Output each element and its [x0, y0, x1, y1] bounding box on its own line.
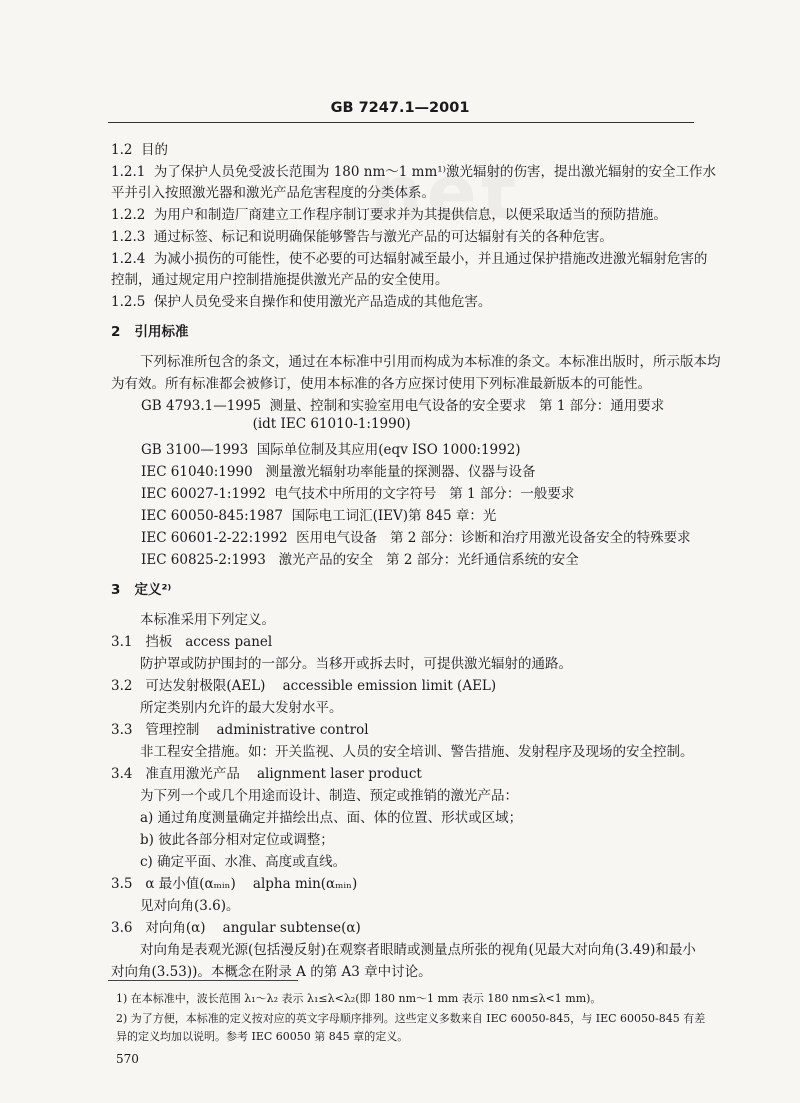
text-line-l34: 见对向角(3.6)。 [140, 898, 240, 914]
text-line-l36: 对向角是表观光源(包括漫反射)在观察者眼睛或测量点所张的视角(见最大对向角(3.49)和最小 [140, 942, 696, 958]
text-line-l26: 3.3 管理控制 administrative control [111, 722, 369, 738]
running-header: GB 7247.1—2001 [330, 100, 470, 116]
text-line-l8: 1.2.5 保护人员免受来自操作和使用激光产品造成的其他危害。 [111, 294, 492, 310]
text-line-l22: 3.1 挡板 access panel [111, 634, 273, 650]
text-line-l21: 本标准采用下列定义。 [140, 612, 275, 628]
text-line-l27: 非工程安全措施。如：开关监视、人员的安全培训、警告措施、发射程序及现场的安全控制。 [140, 744, 694, 760]
text-line-l14: GB 3100—1993 国际单位制及其应用(eqv ISO 1000:1992) [141, 442, 521, 458]
text-line-l30: a) 通过角度测量确定并描绘出点、面、体的位置、形状或区域； [140, 810, 523, 826]
text-line-l3: 平并引入按照激光器和激光产品危害程度的分类体系。 [111, 185, 435, 201]
watermark: net [370, 150, 521, 236]
text-line-l32: c) 确定平面、水准、高度或直线。 [140, 854, 347, 870]
text-line-l25: 所定类别内允许的最大发射水平。 [140, 700, 343, 716]
text-line-l19: IEC 60825-2:1993 激光产品的安全 第 2 部分：光纤通信系统的安全 [141, 552, 579, 568]
text-line-l11: 为有效。所有标准都会被修订，使用本标准的各方应探讨使用下列标准最新版本的可能性。 [111, 376, 651, 392]
text-line-l23: 防护罩或防护围封的一部分。当移开或拆去时，可提供激光辐射的通路。 [140, 656, 572, 672]
text-line-l18: IEC 60601-2-22:1992 医用电气设备 第 2 部分：诊断和治疗用激光设备安全的特殊要求 [141, 530, 691, 546]
text-line-l29: 为下列一个或几个用途而设计、制造、预定或推销的激光产品： [140, 788, 518, 804]
text-line-l1: 1.2 目的 [111, 142, 169, 158]
text-line-l16: IEC 60027-1:1992 电气技术中所用的文字符号 第 1 部分：一般要求 [141, 486, 575, 502]
footnote-f2: 2) 为了方便，本标准的定义按对应的英文字母顺序排列。这些定义多数来自 IEC 60050-845，与 IEC 60050-845 有差 [116, 1012, 706, 1025]
text-line-l10: 下列标准所包含的条文，通过在本标准中引用而构成为本标准的条文。本标准出版时，所示版本均 [140, 354, 721, 370]
header-rule [108, 122, 694, 123]
text-line-l37: 对向角(3.53))。本概念在附录 A 的第 A3 章中讨论。 [111, 964, 432, 980]
text-line-l28: 3.4 准直用激光产品 alignment laser product [111, 766, 422, 782]
text-line-l33: 3.5 α 最小值(αₘᵢₙ) alpha min(αₘᵢₙ) [111, 876, 358, 892]
text-line-l2: 1.2.1 为了保护人员免受波长范围为 180 nm～1 mm¹⁾激光辐射的伤害，提出激光辐射的安全工作水 [111, 164, 716, 180]
footnote-f1: 1) 在本标准中，波长范围 λ₁～λ₂ 表示 λ₁≤λ<λ₂(即 180 nm～1 mm 表示 180 nm≤λ<1 mm)。 [116, 992, 602, 1005]
text-line-l17: IEC 60050-845:1987 国际电工词汇(IEV)第 845 章：光 [141, 508, 497, 524]
text-line-l24: 3.2 可达发射极限(AEL) accessible emission limit (AEL) [111, 678, 497, 694]
text-line-l7: 控制，通过规定用户控制措施提供激光产品的安全使用。 [111, 272, 449, 288]
text-line-l13: (idt IEC 61010-1:1990) [141, 416, 411, 432]
footnote-rule [108, 980, 298, 981]
text-line-l9: 2 引用标准 [111, 324, 189, 340]
footnote-f3: 异的定义均加以说明。参考 IEC 60050 第 845 章的定义。 [116, 1030, 409, 1043]
text-line-l4: 1.2.2 为用户和制造厂商建立工作程序制订要求并为其提供信息，以便采取适当的预防措施。 [111, 207, 667, 223]
text-line-l35: 3.6 对向角(α) angular subtense(α) [111, 920, 361, 936]
text-line-l31: b) 彼此各部分相对定位或调整； [140, 832, 334, 848]
text-line-l6: 1.2.4 为减小损伤的可能性，使不必要的可达辐射减至最小，并且通过保护措施改进激光辐射危害的 [111, 251, 708, 267]
text-line-l15: IEC 61040:1990 测量激光辐射功率能量的探测器、仪器与设备 [141, 464, 536, 480]
page-number: 570 [116, 1052, 139, 1066]
text-line-l12: GB 4793.1—1995 测量、控制和实验室用电气设备的安全要求 第 1 部分：通用要求 [141, 398, 665, 414]
text-line-l5: 1.2.3 通过标签、标记和说明确保能够警告与激光产品的可达辐射有关的各种危害。 [111, 229, 613, 245]
text-line-l20: 3 定义²⁾ [111, 582, 172, 598]
